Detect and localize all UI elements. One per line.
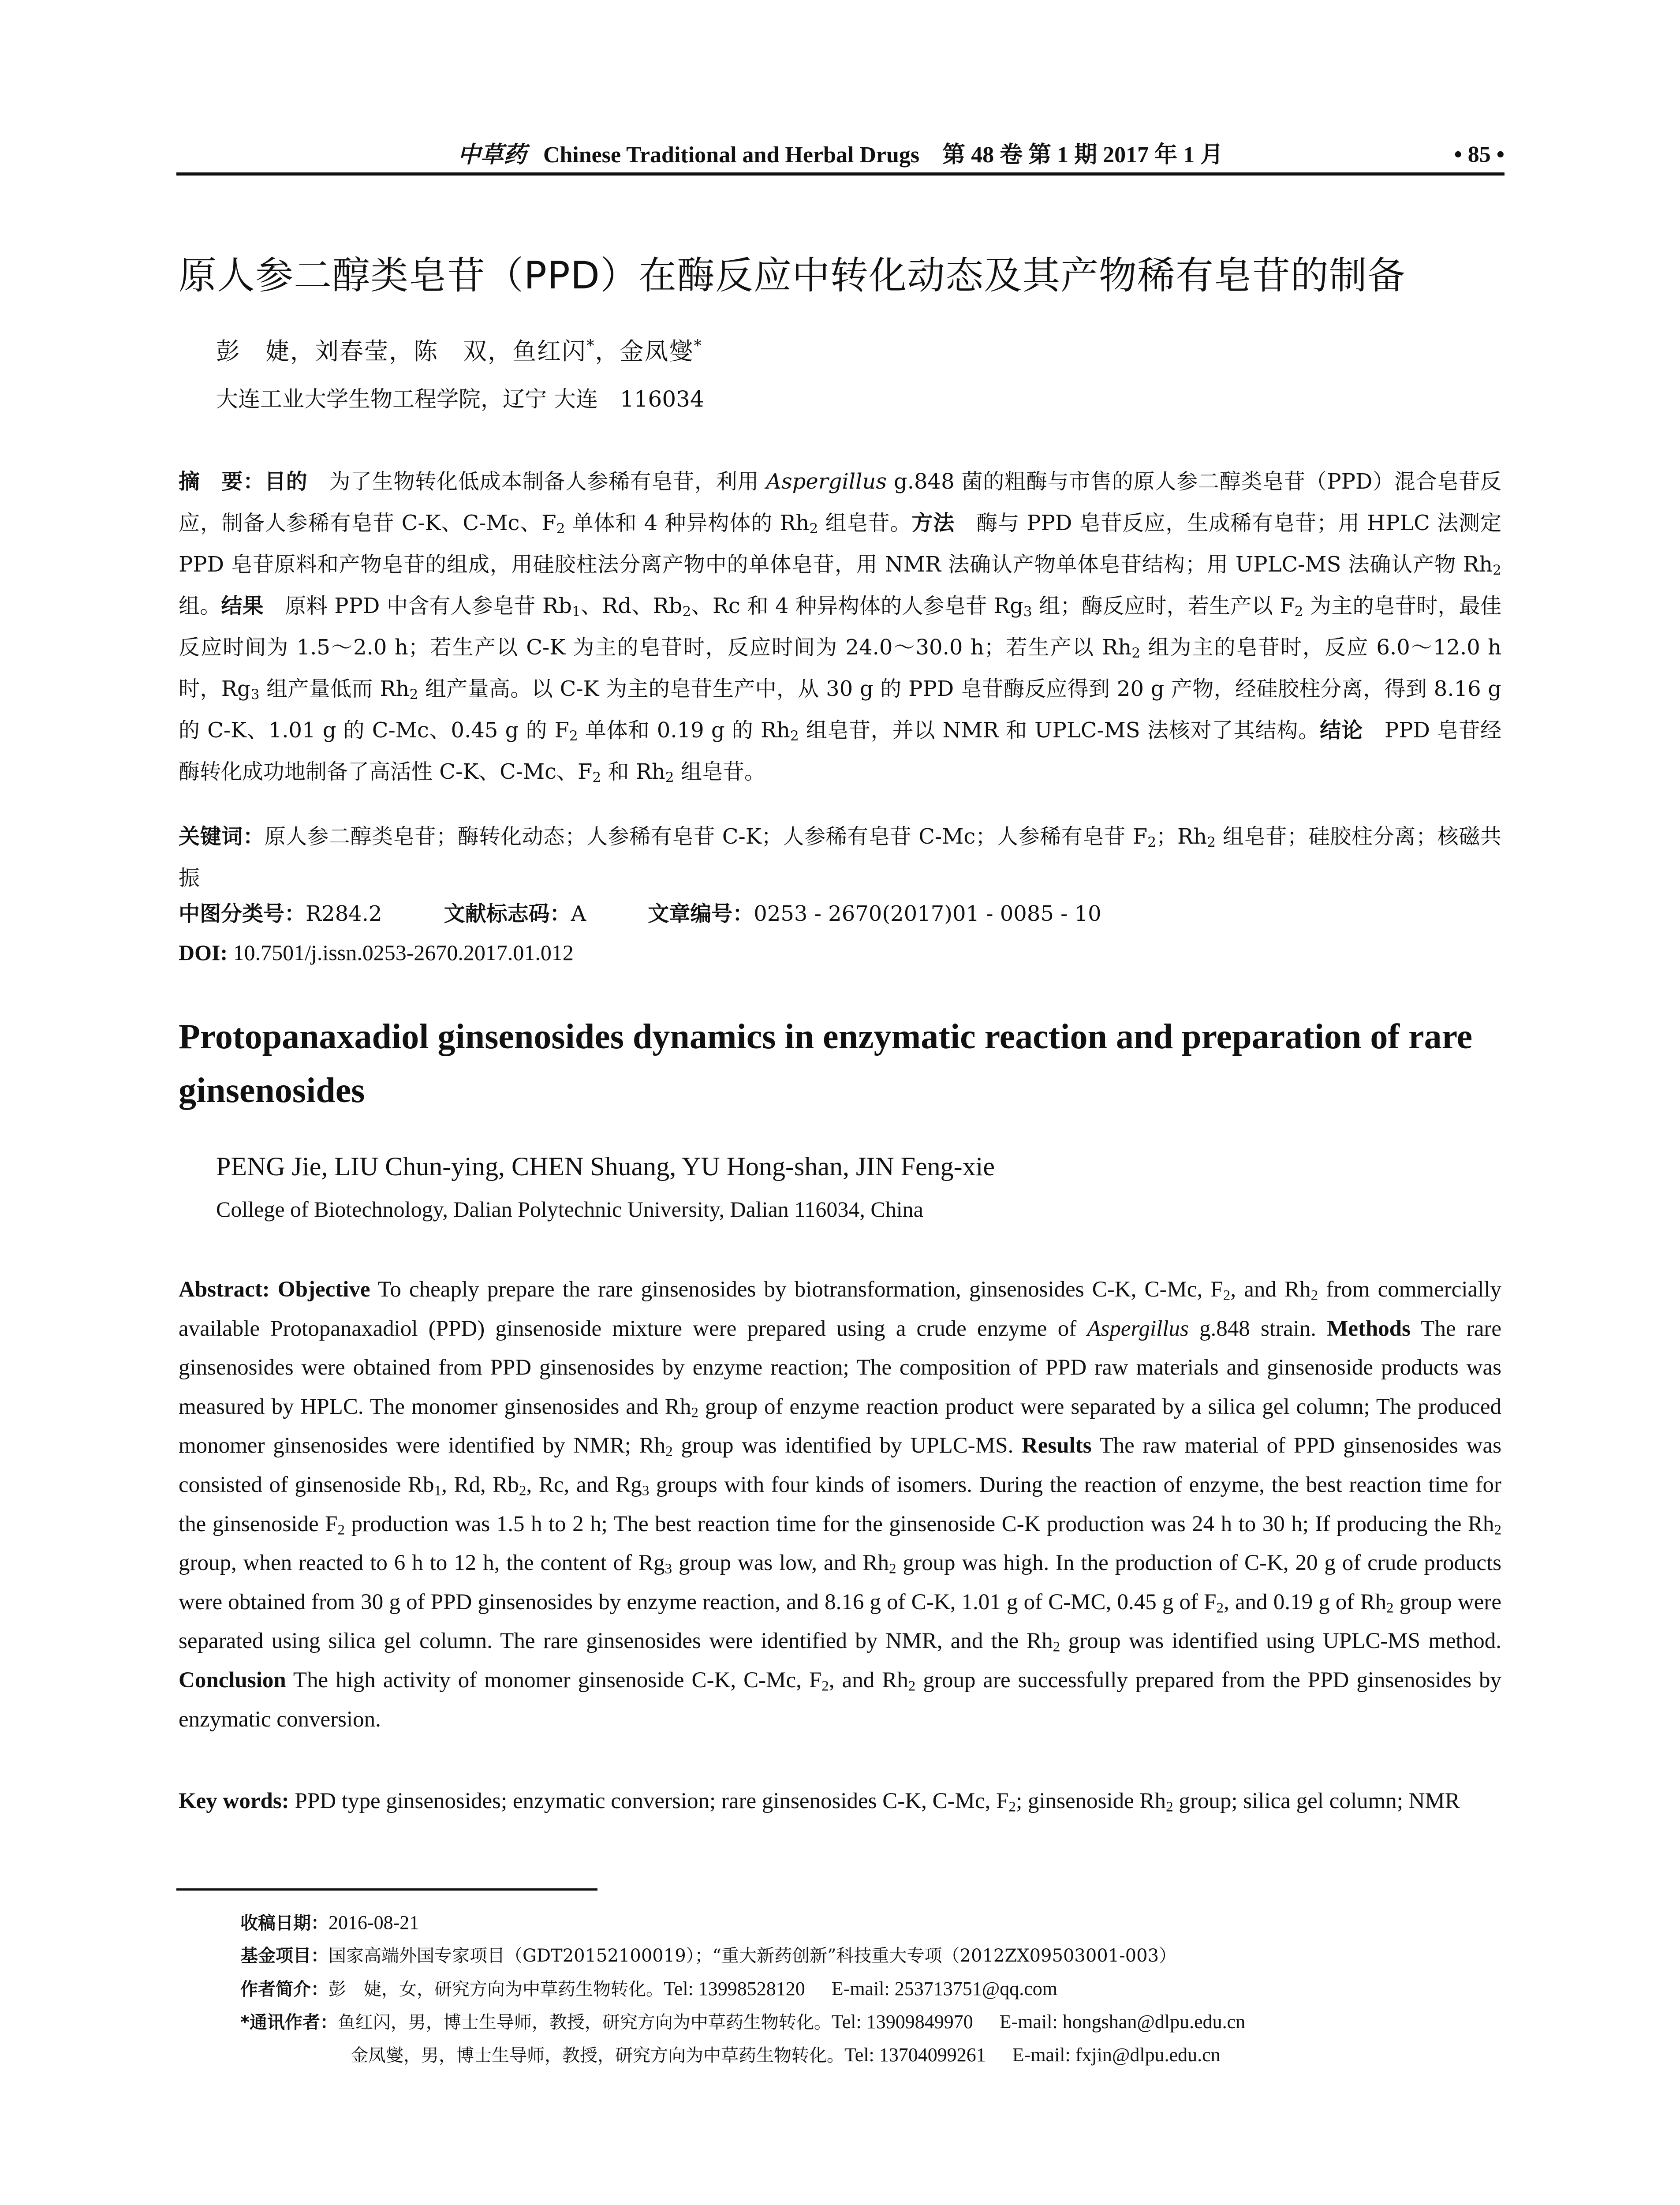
- footnote-fund: 基金项目：国家高端外国专家项目（GDT20152100019）；“重大新药创新”科技重大专项（2012ZX09503001-003）: [240, 1946, 1177, 1966]
- journal-issue: 第 48 卷 第 1 期 2017 年 1 月: [942, 142, 1224, 168]
- keywords-label-en: Key words:: [179, 1789, 289, 1813]
- keywords-cn: 关键词：原人参二醇类皂苷；酶转化动态；人参稀有皂苷 C-K；人参稀有皂苷 C-Mc；人参稀有皂苷 $F_2$；$Rh_2$ 组皂苷；硅胶柱分离；核磁共振: [179, 824, 1501, 890]
- journal-name-cn: 中草药: [457, 141, 526, 168]
- author-email-link[interactable]: E-mail: 253713751@qq.com: [831, 1978, 1058, 1999]
- running-header-title: [176, 139, 1505, 171]
- corresponding-email-link-2[interactable]: E-mail: fxjin@dlpu.edu.cn: [1012, 2044, 1221, 2066]
- keywords-label-cn: 关键词：: [179, 824, 265, 849]
- footnote-corresponding-2: 金凤燮，男，博士生导师，教授，研究方向为中草药生物转化。Tel: 13704099261 E-mail: fxjin@dlpu.edu.cn: [351, 2044, 1221, 2066]
- article-title-en: Protopanaxadiol ginsenosides dynamics in enzymatic reaction and preparation of rare ginsenosides: [179, 1017, 1473, 1110]
- affiliation-cn: 大连工业大学生物工程学院，辽宁 大连 116034: [216, 386, 704, 412]
- footnote-author-bio: 作者简介：彭 婕，女，研究方向为中草药生物转化。Tel: 13998528120 E-mail: 253713751@qq.com: [240, 1978, 1058, 1999]
- footnote-corresponding-1: *通讯作者：鱼红闪，男，博士生导师，教授，研究方向为中草药生物转化。Tel: 13909849970 E-mail: hongshan@dlpu.edu.cn: [240, 2011, 1246, 2033]
- page-number: • 85 •: [1454, 142, 1505, 167]
- doi: DOI: 10.7501/j.issn.0253-2670.2017.01.012: [179, 940, 574, 965]
- abstract-label-cn: 摘 要：: [179, 469, 265, 494]
- article-title-cn: 原人参二醇类皂苷（PPD）在酶反应中转化动态及其产物稀有皂苷的制备: [179, 254, 1406, 298]
- affiliation-en: College of Biotechnology, Dalian Polytechnic University, Dalian 116034, China: [216, 1197, 923, 1222]
- authors-cn: 彭 婕，刘春莹，陈 双，鱼红闪*，金凤燮*: [216, 336, 703, 365]
- footnote-rule: [176, 1888, 597, 1891]
- classification-line: 中图分类号：R284.2 文献标志码：A 文章编号：0253 - 2670(2017)01 - 0085 - 10: [179, 901, 1101, 926]
- header-rule: [176, 172, 1505, 176]
- abstract-cn: 摘 要：目的 为了生物转化低成本制备人参稀有皂苷，利用 Aspergillus g.848 菌的粗酶与市售的原人参二醇类皂苷（PPD）混合皂苷反应，制备人参稀有皂苷 C-K、C-Mc、$F_2$ 单体和 4 种异构体的 $Rh_2$ 组皂苷。方法 酶与 PPD 皂苷反应，生成稀有皂苷；用 HPLC 法测定 PPD 皂苷原料和产物皂苷的组成，用硅胶柱法分离产物中的单体皂苷，用 NMR 法确认产物单体皂苷结构；用 UPLC-MS 法确认产物 $Rh_2$ 组。结果 原料 PPD 中含有人参皂苷 $Rb_1$、Rd、$Rb_2$、Rc 和 4 种异构体的人参皂苷 $Rg_3$ 组；酶反应时，若生产以 $F_2$ 为主的皂苷时，最佳反应时间为 1.5～2.0 h；若生产以 C-K 为主的皂苷时，反应时间为 24.0～30.0 h；若生产以 $Rh_2$ 组为主的皂苷时，反应 6.0～12.0 h 时，$Rg_3$ 组产量低而 $Rh_2$ 组产量高。以 C-K 为主的皂苷生产中，从 30 g 的 PPD 皂苷酶反应得到 20 g 产物，经硅胶柱分离，得到 8.16 g 的 C-K、1.01 g 的 C-Mc、0.45 g 的 $F_2$ 单体和 0.19 g 的 $Rh_2$ 组皂苷，并以 NMR 和 UPLC-MS 法核对了其结构。结论 PPD 皂苷经酶转化成功地制备了高活性 C-K、C-Mc、$F_2$ 和 $Rh_2$ 组皂苷。: [179, 469, 1502, 785]
- abstract-label-en: Abstract: Objective: [179, 1277, 370, 1302]
- corresponding-email-link-1[interactable]: E-mail: hongshan@dlpu.edu.cn: [999, 2011, 1246, 2033]
- authors-en: PENG Jie, LIU Chun-ying, CHEN Shuang, YU Hong-shan, JIN Feng-xie: [216, 1152, 995, 1181]
- footnote-received: 收稿日期：2016-08-21: [240, 1912, 419, 1933]
- journal-name-en: Chinese Traditional and Herbal Drugs: [543, 142, 920, 168]
- abstract-en: Abstract: Objective To cheaply prepare the rare ginsenosides by biotransformation, ginsenosides C-K, C-Mc, $F_2$, and $Rh_2$ from commercially available Protopanaxadiol (PPD) ginsenoside mixture were prepared using a crude enzyme of Aspergillus g.848 strain. Methods The rare ginsenosides were obtained from PPD ginsenosides by enzyme reaction; The composition of PPD raw materials and ginsenoside products was measured by HPLC. The monomer ginsenosides and $Rh_2$ group of enzyme reaction product were separated by a silica gel column; The produced monomer ginsenosides were identified by NMR; $Rh_2$ group was identified by UPLC-MS. Results The raw material of PPD ginsenosides was consisted of ginsenoside $Rb_1$, Rd, $Rb_2$, Rc, and $Rg_3$ groups with four kinds of isomers. During the reaction of enzyme, the best reaction time for the ginsenoside $F_2$ production was 1.5 h to 2 h; The best reaction time for the ginsenoside C-K production was 24 h to 30 h; If producing the $Rh_2$ group, when reacted to 6 h to 12 h, the content of $Rg_3$ group was low, and $Rh_2$ group was high. In the production of C-K, 20 g of crude products were obtained from 30 g of PPD ginsenosides by enzyme reaction, and 8.16 g of C-K, 1.01 g of C-MC, 0.45 g of $F_2$, and 0.19 g of $Rh_2$ group were separated using silica gel column. The rare ginsenosides were identified by NMR, and the $Rh_2$ group was identified using UPLC-MS method. Conclusion The high activity of monomer ginsenoside C-K, C-Mc, $F_2$, and $Rh_2$ group are successfully prepared from the PPD ginsenosides by enzymatic conversion.: [179, 1277, 1502, 1732]
- keywords-en: Key words: PPD type ginsenosides; enzymatic conversion; rare ginsenosides C-K, C-Mc, $F_2$; ginsenoside $Rh_2$ group; silica gel column; NMR: [179, 1789, 1460, 1815]
- running-header: [176, 139, 1505, 171]
